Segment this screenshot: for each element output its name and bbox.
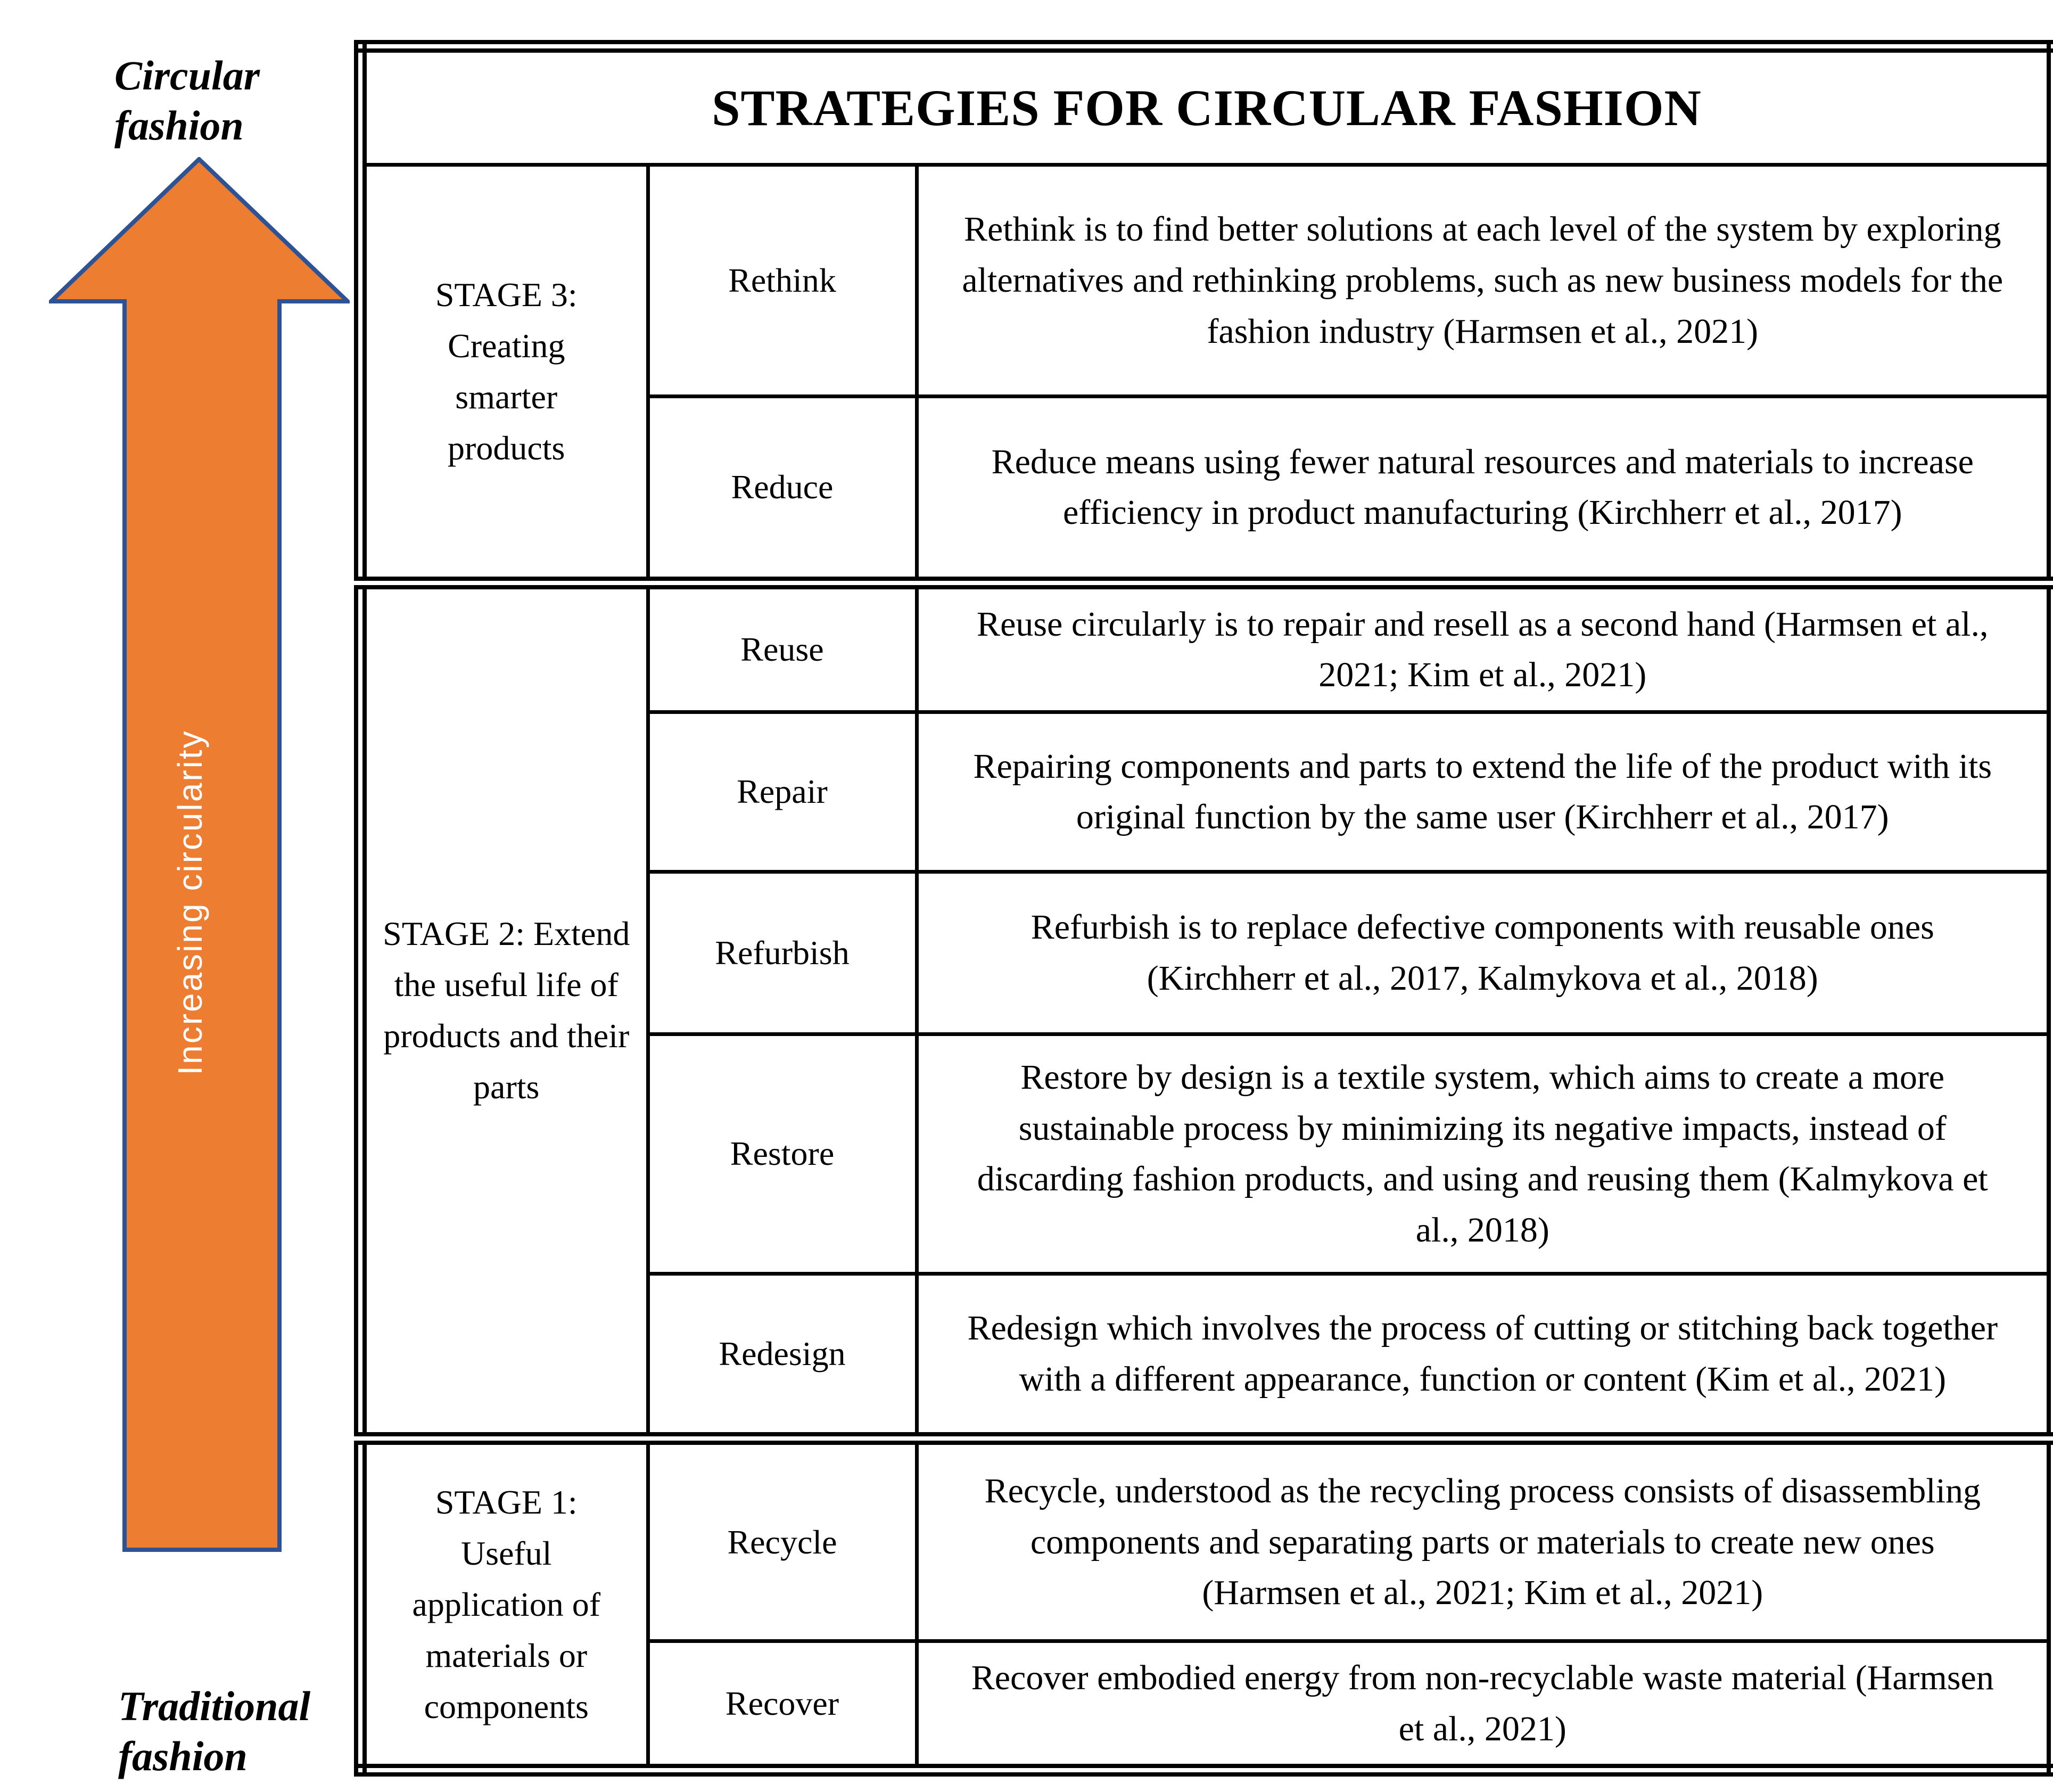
description-cell-refurbish: Refurbish is to replace defective components with reusable ones (Kirchherr et al., 2017, Kalmykova et al., 2018) <box>917 872 2053 1034</box>
strategy-cell-reduce: Reduce <box>648 397 917 583</box>
description-cell-recycle: Recycle, understood as the recycling process consists of disassembling components and separating parts or materials to create new ones (Harmsen et al., 2021; Kim et al., 2021) <box>917 1438 2053 1641</box>
strategy-cell-reuse: Reuse <box>648 583 917 712</box>
strategy-cell-repair: Repair <box>648 712 917 872</box>
stage-3-cell <box>360 165 648 583</box>
strategy-cell-recover: Recover <box>648 1641 917 1770</box>
table-row <box>360 583 2053 712</box>
strategy-cell-redesign: Redesign <box>648 1273 917 1438</box>
table-row <box>360 165 2053 397</box>
description-cell-restore: Restore by design is a textile system, which aims to create a more sustainable process by minimizing its negative impacts, instead of discarding fashion products, and using and reusing them (Kalmykova et al., 2018) <box>917 1034 2053 1273</box>
circular-fashion-label: Circular fashion <box>114 52 260 149</box>
description-cell-recover: Recover embodied energy from non-recyclable waste material (Harmsen et al., 2021) <box>917 1641 2053 1770</box>
strategy-cell-restore: Restore <box>648 1034 917 1273</box>
description-cell-redesign: Redesign which involves the process of cutting or stitching back together with a different appearance, function or content (Kim et al., 2021) <box>917 1273 2053 1438</box>
description-cell-reuse: Reuse circularly is to repair and resell as a second hand (Harmsen et al., 2021; Kim et al., 2021) <box>917 583 2053 712</box>
strategy-cell-refurbish: Refurbish <box>648 872 917 1034</box>
table-title-row <box>360 46 2053 165</box>
strategies-table <box>354 40 2053 1777</box>
stage-2-cell <box>360 583 648 1439</box>
strategy-cell-recycle: Recycle <box>648 1438 917 1641</box>
description-cell-repair: Repairing components and parts to extend the life of the product with its original function by the same user (Kirchherr et al., 2017) <box>917 712 2053 872</box>
strategy-cell-rethink: Rethink <box>648 165 917 397</box>
stage-1-label: STAGE 1: Useful application of materials or components <box>412 1483 601 1725</box>
description-cell-reduce: Reduce means using fewer natural resources and materials to increase efficiency in product manufacturing (Kirchherr et al., 2017) <box>917 397 2053 583</box>
description-cell-rethink: Rethink is to find better solutions at each level of the system by exploring alternatives and rethinking problems, such as new business models for the fashion industry (Harmsen et al., 2021) <box>917 165 2053 397</box>
table-row <box>360 1438 2053 1641</box>
table-title: STRATEGIES FOR CIRCULAR FASHION <box>360 46 2053 165</box>
stage-1-cell <box>360 1438 648 1770</box>
stage-2-label: STAGE 2: Extend the useful life of products and their parts <box>383 915 630 1106</box>
traditional-fashion-label: Traditional fashion <box>118 1683 311 1779</box>
increasing-circularity-arrow <box>49 157 350 1552</box>
stage-3-label: STAGE 3: Creating smarter products <box>435 275 578 467</box>
arrow-label: Increasing circularity <box>171 729 209 1075</box>
